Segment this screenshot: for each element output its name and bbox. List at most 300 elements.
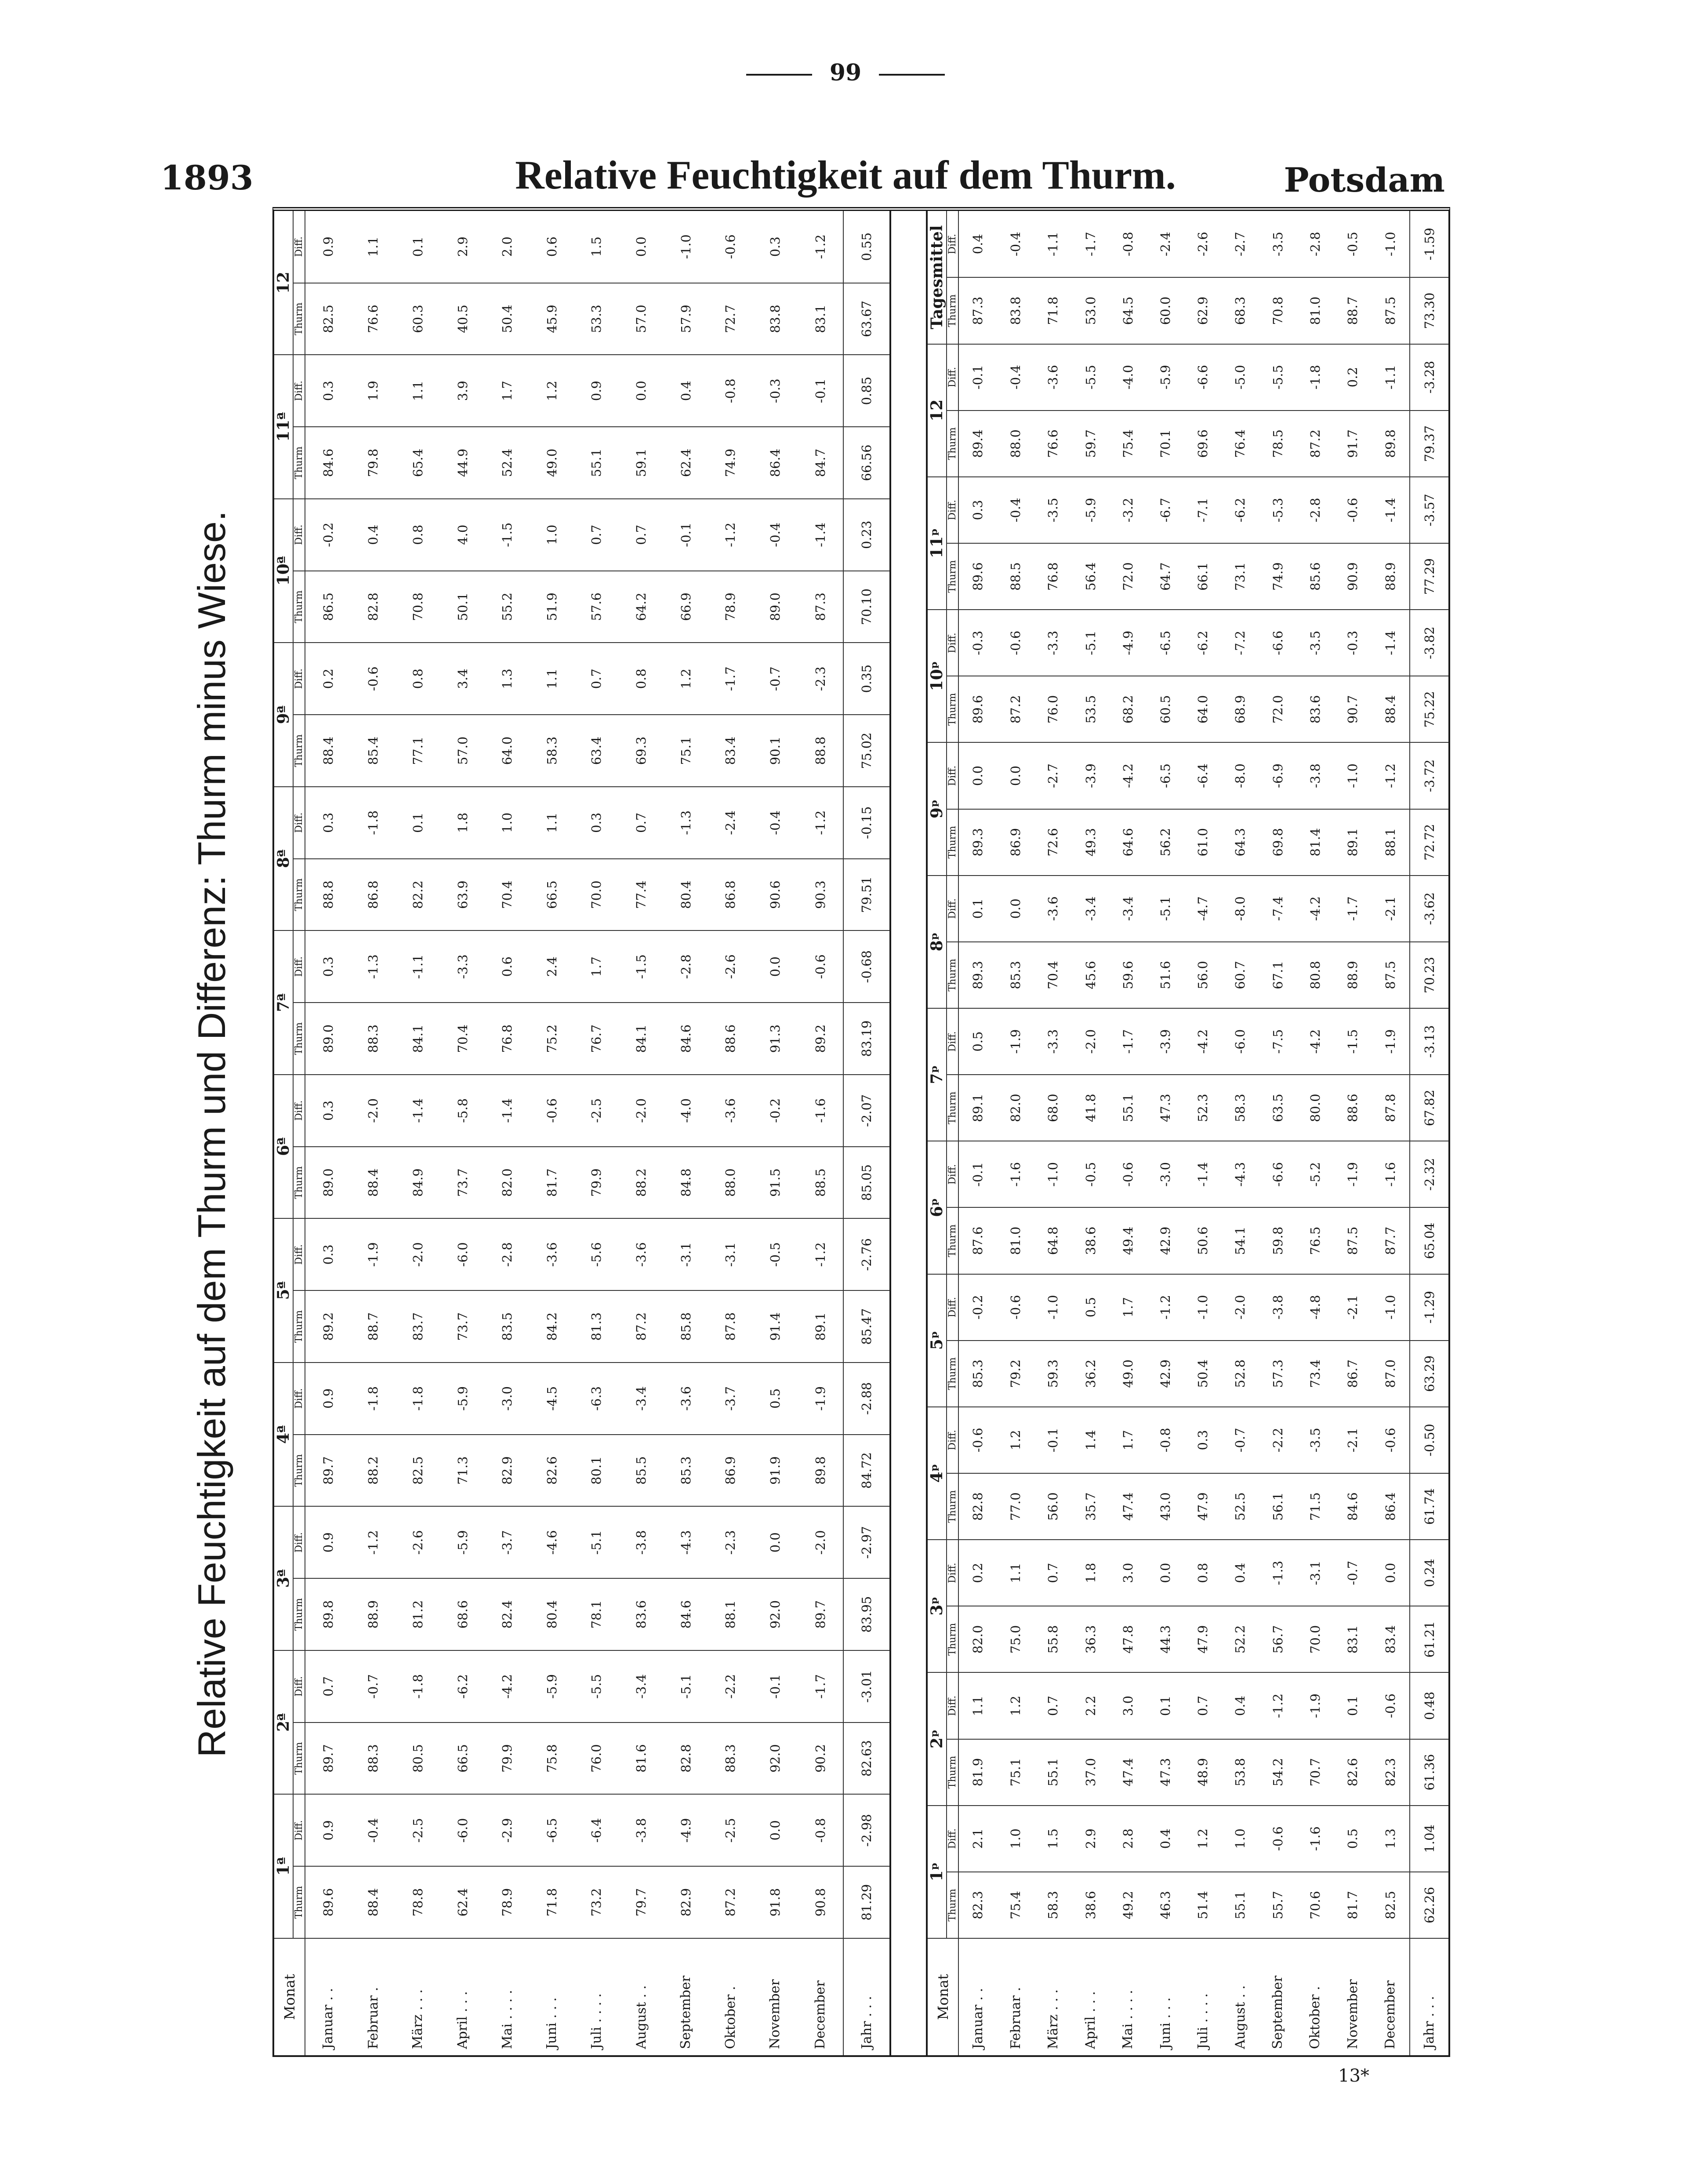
thurm-value: 86.7 (1334, 1341, 1371, 1407)
diff-value: 1.7 (1109, 1407, 1147, 1473)
diff-value: 2.1 (958, 1806, 997, 1872)
diff-value: 2.9 (455, 236, 470, 257)
diff-value: -1.5 (485, 499, 530, 571)
thurm-value: 81.4 (1296, 809, 1334, 876)
column-header-diff: Diff. (947, 1407, 958, 1473)
diff-value: -5.3 (1259, 477, 1296, 543)
thurm-value: 85.3 (997, 942, 1034, 1008)
diff-value: -2.2 (708, 1650, 753, 1722)
month-label: Januar . . (958, 1938, 997, 2055)
thurm-value: 87.2 (619, 1290, 664, 1363)
month-label: Juli . . . . (1184, 1938, 1222, 2055)
column-header-diff: Diff. (293, 355, 305, 427)
table-row (1147, 211, 1184, 2055)
thurm-value: 41.8 (1072, 1075, 1109, 1141)
diff-value: -6.5 (1147, 742, 1184, 809)
diff-value: -3.8 (1296, 742, 1334, 809)
column-header-hour: 7ᵖ (928, 1008, 947, 1141)
thurm-value: 87.3 (958, 277, 997, 344)
column-header-diff: Diff. (293, 211, 305, 283)
thurm-value: 84.6 (664, 1578, 708, 1650)
thurm-value: 71.8 (530, 1866, 574, 1938)
diff-value: -0.4 (1008, 232, 1023, 257)
diff-value: -0.1 (1034, 1407, 1072, 1473)
diff-value: 2.9 (1072, 1806, 1109, 1872)
thurm-value: 55.1 (574, 427, 619, 499)
diff-value: -1.9 (798, 1363, 844, 1435)
diff-value: -1.8 (396, 1363, 440, 1435)
thurm-value: 87.5 (1372, 942, 1410, 1008)
thurm-value: 53.5 (1072, 676, 1109, 742)
diff-value: -2.32 (1410, 1141, 1448, 1207)
diff-value: -6.9 (1259, 742, 1296, 809)
thurm-value: 76.6 (351, 283, 396, 355)
thurm-value: 36.2 (1072, 1341, 1109, 1407)
thurm-value: 42.9 (1147, 1341, 1184, 1407)
thurm-value: 89.7 (305, 1722, 351, 1795)
thurm-value: 73.4 (1296, 1341, 1334, 1407)
thurm-value: 82.5 (305, 283, 351, 355)
diff-value: -2.7 (1034, 742, 1072, 809)
thurm-value: 73.7 (440, 1290, 485, 1363)
table-row (351, 211, 396, 2055)
diff-value: -3.4 (619, 1363, 664, 1435)
diff-value: -0.7 (351, 1650, 396, 1722)
diff-value: 0.3 (305, 787, 351, 859)
diff-value: -2.4 (1158, 232, 1173, 257)
table-row (574, 211, 619, 2055)
thurm-value: 88.3 (351, 1722, 396, 1795)
thurm-value: 80.4 (664, 859, 708, 931)
diff-value: 0.1 (1334, 1672, 1371, 1739)
column-header-diff: Diff. (293, 1506, 305, 1578)
thurm-value: 58.3 (1222, 1075, 1259, 1141)
thurm-value: 88.2 (351, 1435, 396, 1507)
column-header-diff: Diff. (947, 477, 958, 543)
diff-value: 1.7 (485, 355, 530, 427)
thurm-value: 83.6 (619, 1578, 664, 1650)
thurm-value: 82.5 (396, 1435, 440, 1507)
diff-value: -1.7 (1109, 1008, 1147, 1075)
thurm-value: 82.2 (396, 859, 440, 931)
thurm-value: 49.2 (1109, 1872, 1147, 1938)
thurm-value: 64.5 (1109, 277, 1147, 344)
diff-value: 3.0 (1109, 1540, 1147, 1606)
table-row (305, 211, 351, 2055)
thurm-value: 66.5 (440, 1722, 485, 1795)
diff-value: -5.9 (530, 1650, 574, 1722)
column-header-diff: Diff. (947, 876, 958, 942)
table-row (1034, 211, 1072, 2055)
footnote: 13* (1338, 2066, 1369, 2086)
thurm-value: 84.72 (843, 1435, 889, 1507)
thurm-value: 84.2 (530, 1290, 574, 1363)
thurm-value: 89.8 (798, 1435, 844, 1507)
diff-value: -0.1 (753, 1650, 798, 1722)
column-header-hour: 3ᵖ (928, 1540, 947, 1672)
diff-value: -5.9 (440, 1506, 485, 1578)
diff-value: -0.6 (723, 234, 738, 259)
diff-value: -2.1 (1334, 1407, 1371, 1473)
thurm-value: 70.23 (1410, 942, 1448, 1008)
thurm-value: 43.0 (1147, 1473, 1184, 1540)
diff-value: 2.4 (530, 930, 574, 1003)
thurm-value: 53.3 (574, 283, 619, 355)
thurm-value: 64.6 (1109, 809, 1147, 876)
thurm-value: 89.2 (305, 1290, 351, 1363)
diff-value: 0.3 (305, 930, 351, 1003)
diff-value: -3.1 (664, 1218, 708, 1290)
diff-value: -4.5 (530, 1363, 574, 1435)
diff-value: -4.3 (664, 1506, 708, 1578)
thurm-value: 87.2 (1296, 411, 1334, 477)
thurm-value: 85.3 (958, 1341, 997, 1407)
month-label: September (664, 1938, 708, 2055)
thurm-value: 75.2 (530, 1003, 574, 1075)
table-row (708, 211, 753, 2055)
diff-value: -2.0 (351, 1075, 396, 1147)
thurm-value: 86.4 (1372, 1473, 1410, 1540)
thurm-value: 88.4 (351, 1866, 396, 1938)
diff-value: 1.2 (997, 1672, 1034, 1739)
thurm-value: 78.5 (1259, 411, 1296, 477)
diff-value: 0.2 (958, 1540, 997, 1606)
diff-value: -3.13 (1410, 1008, 1448, 1075)
thurm-value: 71.3 (440, 1435, 485, 1507)
diff-value: 0.7 (574, 499, 619, 571)
column-header-thurm: Thurm (947, 1207, 958, 1274)
diff-value: -0.7 (1334, 1540, 1371, 1606)
thurm-value: 91.4 (753, 1290, 798, 1363)
diff-value: 0.8 (619, 643, 664, 715)
diff-value: -4.6 (530, 1506, 574, 1578)
thurm-value: 80.1 (574, 1435, 619, 1507)
diff-value: 0.6 (485, 930, 530, 1003)
diff-value: -2.5 (708, 1794, 753, 1866)
diff-value: -3.72 (1410, 742, 1448, 809)
thurm-value: 72.0 (1109, 543, 1147, 610)
thurm-value: 81.0 (1296, 277, 1334, 344)
diff-value: 1.2 (530, 355, 574, 427)
thurm-value: 59.6 (1109, 942, 1147, 1008)
diff-value: -1.2 (813, 234, 828, 259)
diff-value: 1.04 (1410, 1806, 1448, 1872)
diff-value: 0.7 (1184, 1672, 1222, 1739)
diff-value: -3.6 (619, 1218, 664, 1290)
thurm-value: 84.6 (1334, 1473, 1371, 1540)
thurm-value: 84.6 (664, 1003, 708, 1075)
diff-value: -6.0 (1222, 1008, 1259, 1075)
column-header-hour: 5ᵖ (928, 1274, 947, 1407)
diff-value: -1.5 (1334, 1008, 1371, 1075)
thurm-value: 70.8 (1259, 277, 1296, 344)
thurm-value: 87.2 (708, 1866, 753, 1938)
thurm-value: 79.8 (351, 427, 396, 499)
diff-value: -5.9 (1147, 344, 1184, 411)
thurm-value: 88.8 (798, 715, 844, 787)
column-header-thurm: Thurm (293, 1722, 305, 1795)
thurm-value: 49.0 (530, 427, 574, 499)
diff-value: 3.0 (1109, 1672, 1147, 1739)
thurm-value: 83.4 (708, 715, 753, 787)
table-gap (889, 211, 928, 2055)
diff-value: -0.3 (958, 610, 997, 676)
month-label: Jahr . . . (1410, 1938, 1448, 2055)
diff-value: 0.4 (664, 355, 708, 427)
header-year: 1893 (160, 158, 254, 197)
thurm-value: 47.9 (1184, 1473, 1222, 1540)
thurm-value: 64.3 (1222, 809, 1259, 876)
header-title: Relative Feuchtigkeit auf dem Thurm. (515, 153, 1176, 197)
thurm-value: 63.67 (843, 283, 889, 355)
thurm-value: 88.5 (798, 1147, 844, 1219)
diff-value: -1.7 (708, 643, 753, 715)
thurm-value: 92.0 (753, 1722, 798, 1795)
column-header-diff: Diff. (947, 1672, 958, 1739)
thurm-value: 51.4 (1184, 1872, 1222, 1938)
thurm-value: 50.4 (1184, 1341, 1222, 1407)
thurm-value: 56.0 (1184, 942, 1222, 1008)
thurm-value: 88.5 (997, 543, 1034, 610)
diff-value: 0.5 (1334, 1806, 1371, 1872)
month-label: Januar . . (305, 1938, 351, 2055)
column-header-hour: 10ᵖ (928, 610, 947, 742)
column-header-month: Monat (928, 1938, 958, 2055)
thurm-value: 47.4 (1109, 1473, 1147, 1540)
thurm-value: 82.8 (958, 1473, 997, 1540)
thurm-value: 90.2 (798, 1722, 844, 1795)
diff-value: 2.2 (1072, 1672, 1109, 1739)
diff-value: -1.4 (1372, 477, 1410, 543)
diff-value: -2.0 (396, 1218, 440, 1290)
column-header-hour: Tagesmittel (928, 211, 947, 344)
table-row (958, 211, 997, 2055)
diff-value: -0.5 (1345, 232, 1361, 257)
table-row (396, 211, 440, 2055)
thurm-value: 38.6 (1072, 1872, 1109, 1938)
thurm-value: 77.0 (997, 1473, 1034, 1540)
thurm-value: 88.8 (305, 859, 351, 931)
thurm-value: 84.8 (664, 1147, 708, 1219)
diff-value: 0.7 (619, 787, 664, 859)
column-header-thurm: Thurm (947, 1606, 958, 1672)
diff-value: -6.0 (440, 1794, 485, 1866)
thurm-value: 88.9 (1372, 543, 1410, 610)
diff-value: 1.1 (958, 1672, 997, 1739)
column-header-diff: Diff. (293, 1794, 305, 1866)
column-header-hour: 8ª (274, 787, 293, 931)
thurm-value: 64.0 (1184, 676, 1222, 742)
diff-value: -6.3 (574, 1363, 619, 1435)
thurm-value: 74.9 (708, 427, 753, 499)
month-label: September (1259, 1938, 1296, 2055)
diff-value: 0.0 (1147, 1540, 1184, 1606)
thurm-value: 49.3 (1072, 809, 1109, 876)
diff-value: -3.7 (708, 1363, 753, 1435)
table-row (485, 211, 530, 2055)
diff-value: -3.5 (1296, 1407, 1334, 1473)
thurm-value: 49.4 (1109, 1207, 1147, 1274)
diff-value: -1.9 (1296, 1672, 1334, 1739)
column-header-thurm: Thurm (947, 676, 958, 742)
thurm-value: 83.8 (997, 277, 1034, 344)
diff-value: -2.8 (1296, 477, 1334, 543)
thurm-value: 62.26 (1410, 1872, 1448, 1938)
thurm-value: 85.8 (664, 1290, 708, 1363)
diff-value: -1.7 (1083, 232, 1098, 257)
diff-value: -3.5 (1270, 232, 1285, 257)
thurm-value: 71.5 (1296, 1473, 1334, 1540)
column-header-diff: Diff. (947, 211, 958, 277)
column-header-thurm: Thurm (293, 715, 305, 787)
diff-value: -3.4 (1072, 876, 1109, 942)
thurm-value: 87.6 (958, 1207, 997, 1274)
thurm-value: 81.2 (396, 1578, 440, 1650)
diff-value: 0.0 (997, 876, 1034, 942)
thurm-value: 79.37 (1410, 411, 1448, 477)
column-header-hour: 2ª (274, 1650, 293, 1795)
thurm-value: 64.8 (1034, 1207, 1072, 1274)
diff-value: -4.8 (1296, 1274, 1334, 1341)
diff-value: -2.88 (843, 1363, 889, 1435)
diff-value: -1.4 (1372, 610, 1410, 676)
diff-value: -5.1 (664, 1650, 708, 1722)
thurm-value: 88.7 (1334, 277, 1371, 344)
humidity-table-afternoon (928, 211, 1448, 2055)
month-label: August . . (619, 1938, 664, 2055)
diff-value: -3.01 (843, 1650, 889, 1722)
thurm-value: 89.0 (305, 1147, 351, 1219)
diff-value: 0.7 (574, 643, 619, 715)
table-row (1296, 211, 1334, 2055)
diff-value: -3.82 (1410, 610, 1448, 676)
thurm-value: 89.3 (958, 942, 997, 1008)
diff-value: -6.6 (1259, 610, 1296, 676)
diff-value: -0.1 (958, 1141, 997, 1207)
diff-value: 0.4 (1147, 1806, 1184, 1872)
table-row (1334, 211, 1371, 2055)
thurm-value: 70.7 (1296, 1739, 1334, 1806)
thurm-value: 68.0 (1034, 1075, 1072, 1141)
diff-value: 0.7 (1034, 1540, 1072, 1606)
thurm-value: 67.82 (1410, 1075, 1448, 1141)
thurm-value: 89.1 (1334, 809, 1371, 876)
table-row (664, 211, 708, 2055)
diff-value: -0.6 (351, 643, 396, 715)
diff-value: -0.8 (1120, 232, 1136, 257)
thurm-value: 85.5 (619, 1435, 664, 1507)
diff-value: -0.2 (958, 1274, 997, 1341)
table-row (1184, 211, 1222, 2055)
thurm-value: 69.3 (619, 715, 664, 787)
thurm-value: 70.10 (843, 571, 889, 643)
diff-value: 0.9 (305, 1506, 351, 1578)
diff-value: -7.2 (1222, 610, 1259, 676)
thurm-value: 86.8 (351, 859, 396, 931)
thurm-value: 55.2 (485, 571, 530, 643)
diff-value: -2.5 (396, 1794, 440, 1866)
thurm-value: 57.0 (619, 283, 664, 355)
diff-value: -0.8 (708, 355, 753, 427)
diff-value: 0.2 (305, 643, 351, 715)
thurm-value: 77.1 (396, 715, 440, 787)
month-label: November (753, 1938, 798, 2055)
thurm-value: 80.8 (1296, 942, 1334, 1008)
thurm-value: 82.4 (485, 1578, 530, 1650)
diff-value: 0.7 (619, 499, 664, 571)
thurm-value: 63.5 (1259, 1075, 1296, 1141)
thurm-value: 46.3 (1147, 1872, 1184, 1938)
diff-value: -7.5 (1259, 1008, 1296, 1075)
diff-value: -4.3 (1222, 1141, 1259, 1207)
diff-value: -2.6 (1195, 232, 1211, 257)
diff-value: -2.76 (843, 1218, 889, 1290)
thurm-value: 45.9 (530, 283, 574, 355)
month-label: Mai . . . . (485, 1938, 530, 2055)
thurm-value: 37.0 (1072, 1739, 1109, 1806)
thurm-value: 88.3 (708, 1722, 753, 1795)
thurm-value: 70.8 (396, 571, 440, 643)
thurm-value: 88.2 (619, 1147, 664, 1219)
thurm-value: 47.3 (1147, 1075, 1184, 1141)
column-header-diff: Diff. (947, 1274, 958, 1341)
thurm-value: 53.0 (1072, 277, 1109, 344)
thurm-value: 59.7 (1072, 411, 1109, 477)
thurm-value: 89.6 (958, 676, 997, 742)
thurm-value: 79.7 (619, 1866, 664, 1938)
diff-value: -2.0 (619, 1075, 664, 1147)
thurm-value: 87.3 (798, 571, 844, 643)
column-header-diff: Diff. (293, 930, 305, 1003)
thurm-value: 70.6 (1296, 1872, 1334, 1938)
column-header-thurm: Thurm (947, 809, 958, 876)
thurm-value: 49.0 (1109, 1341, 1147, 1407)
diff-value: -7.4 (1259, 876, 1296, 942)
thurm-value: 66.5 (530, 859, 574, 931)
diff-value: -1.3 (1259, 1540, 1296, 1606)
rotated-table-block (159, 211, 1450, 2057)
thurm-value: 70.4 (440, 1003, 485, 1075)
diff-value: -1.2 (1147, 1274, 1184, 1341)
thurm-value: 68.2 (1109, 676, 1147, 742)
thurm-value: 72.72 (1410, 809, 1448, 876)
thurm-value: 88.4 (305, 715, 351, 787)
diff-value: -2.3 (708, 1506, 753, 1578)
diff-value: -1.29 (1410, 1274, 1448, 1341)
column-header-hour: 12 (928, 344, 947, 477)
diff-value: 2.0 (500, 236, 515, 257)
thurm-value: 68.6 (440, 1578, 485, 1650)
thurm-value: 66.56 (843, 427, 889, 499)
thurm-value: 91.9 (753, 1435, 798, 1507)
diff-value: -6.0 (440, 1218, 485, 1290)
thurm-value: 70.1 (1147, 411, 1184, 477)
thurm-value: 56.2 (1147, 809, 1184, 876)
thurm-value: 72.0 (1259, 676, 1296, 742)
diff-value: -1.0 (1034, 1141, 1072, 1207)
table-title: Relative Feuchtigkeit auf dem Thurm und Differenz: Thurm minus Wiese. (190, 510, 233, 1758)
column-header-month: Monat (274, 1938, 305, 2055)
table-row (753, 211, 798, 2055)
thurm-value: 79.9 (485, 1722, 530, 1795)
thurm-value: 88.9 (351, 1578, 396, 1650)
thurm-value: 55.7 (1259, 1872, 1296, 1938)
diff-value: -1.0 (1034, 1274, 1072, 1341)
thurm-value: 59.3 (1034, 1341, 1072, 1407)
thurm-value: 73.2 (574, 1866, 619, 1938)
table-row (1222, 211, 1259, 2055)
thurm-value: 71.8 (1034, 277, 1072, 344)
